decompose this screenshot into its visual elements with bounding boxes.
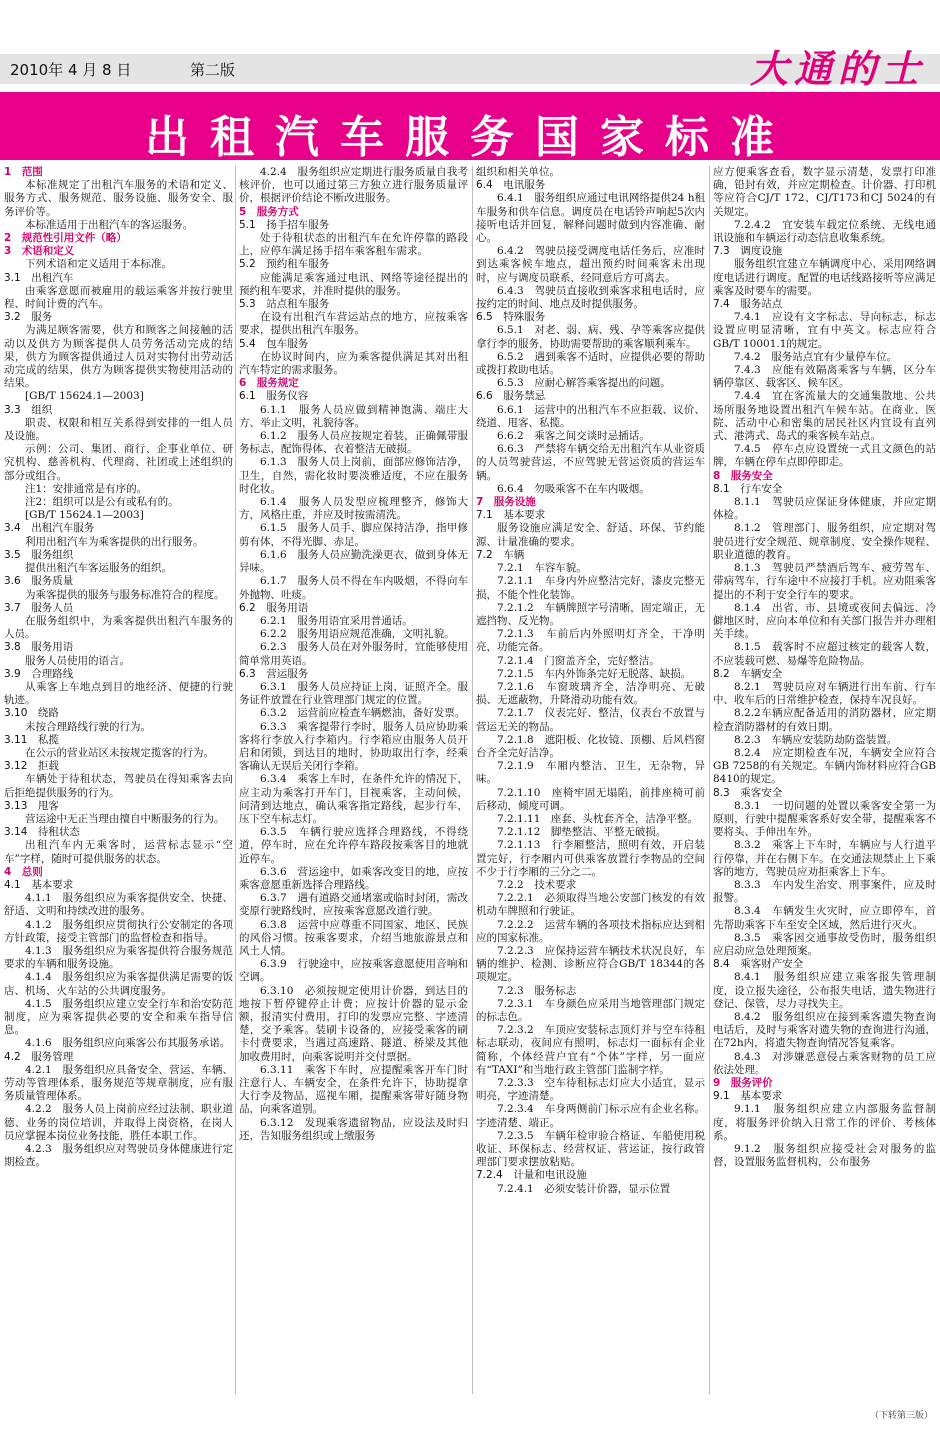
clause-heading: 4.2 服务管理 — [4, 1050, 74, 1063]
paragraph: 在公示的营业站区未按规定揽客的行为。 — [25, 746, 214, 759]
paragraph: 6.1.5 服务人员手、脚应保持洁净，指甲修剪有体，不得光脚、赤足。 — [239, 522, 468, 548]
paragraph: 6.4.3 驾驶员直接收到乘客求租电话时，应按约定的时间、地点及时提供服务。 — [476, 284, 705, 311]
paragraph: 8.2.4 应定期检查车况，车辆安全应符合GB 7258的有关规定。车辆内饰材料应符合GB 8410的规定。 — [713, 746, 936, 786]
paragraph: 处于待租状态的出租汽车在允许停靠的路段上，应停车满足扬手招车乘客租车需求。 — [239, 232, 468, 258]
paragraph: 7.2.1.9 车厢内整洁、卫生，无杂物，异味。 — [476, 760, 705, 786]
paragraph: 为乘客提供的服务与服务标准符合的程度。 — [25, 588, 225, 601]
paragraph: 4.1.3 服务组织应为乘客提供符合服务规范要求的车辆和服务设施。 — [4, 944, 233, 971]
column-divider — [472, 166, 473, 1394]
paragraph: 6.1.2 服务人员应按规定着装，正确佩带服务标志，配饰得体、衣着整洁无破损。 — [239, 430, 468, 456]
paragraph: 6.3.11 乘客下车时，应提醒乘客开车门时注意行人、车辆安全，在条件允许下，协助提拿大行李及物品，巡视车厢，提醒乘客带好随身物品，向乘客道别。 — [239, 1063, 468, 1116]
paragraph: 8.1.5 载客时不应超过核定的载客人数，不应装载可燃、易爆等危险物品。 — [713, 641, 936, 667]
paragraph: 8.3.2 乘客上下车时，车辆应与人行道平行停靠，并在右侧下车。在交通法规禁止上下乘客的地方，驾驶员应劝拒乘客上下车。 — [713, 839, 936, 878]
paragraph: 在服务组织中，为乘客提供出租汽车服务的人员。 — [4, 614, 233, 641]
paragraph: 提供出租汽车客运服务的组织。 — [25, 562, 172, 575]
clause-heading: 3.5 服务组织 — [4, 548, 74, 561]
paragraph: 7.2.3 服务标志 — [497, 984, 577, 997]
clause-heading: 6.6 服务禁忌 — [476, 390, 546, 403]
paragraph: 注1：安排通常是有序的。 — [25, 482, 148, 495]
paragraph: 6.3.1 服务人员应持证上岗，证照齐全。服务证件放置在行业管理部门规定的位置。 — [239, 680, 468, 707]
paragraph: 示例：公司、集团、商行、企事业单位、研究机构、慈善机构、代理商、社团或上述组织的部分或组合。 — [4, 443, 233, 482]
paragraph: 7.2.1 车容车貌。 — [497, 562, 587, 575]
paragraph: 在协议时间内，应为乘客提供满足其对出租汽车特定的需求服务。 — [239, 350, 468, 377]
clause-heading: 3.8 服务用语 — [4, 641, 74, 654]
paragraph: 下列术语和定义适用于本标准。 — [25, 258, 172, 271]
clause-heading: 5.2 预约租车服务 — [239, 258, 330, 271]
text-column-4 — [713, 166, 936, 1394]
paragraph: 6.3.9 行驶途中，应按乘客意愿使用音响和空调。 — [239, 958, 468, 984]
section-heading: 4 总则 — [4, 865, 43, 878]
paragraph: 营运途中无正当理由擅自中断服务的行为。 — [25, 812, 225, 825]
clause-heading: 5.3 站点租车服务 — [239, 298, 330, 311]
paragraph: 6.1.6 服务人员应勤洗澡更衣，做到身体无异味。 — [239, 548, 468, 575]
clause-heading: 8.3 乘客安全 — [713, 786, 783, 799]
paragraph: 4.2.1 服务组织应具备安全、营运、车辆、劳动等管理体系，服务规范等规章制度，应有服务质量管理体系。 — [4, 1063, 233, 1103]
clause-heading: 7.1 基本要求 — [476, 509, 546, 522]
paragraph: 7.4.3 应能有效隔离乘客与车辆，区分车辆停靠区、载客区、候车区。 — [713, 364, 936, 390]
paragraph: 注2：组织可以是公有或私有的。 — [25, 496, 179, 509]
paragraph: 7.4.2 服务站点宜有少量停车位。 — [734, 350, 898, 363]
paragraph: 7.2.3.2 车顶应安装标志顶灯并与空车待租标志联动，夜间应有照明，标志灯一面标有企业简称，个体经营户宜有“个体”字样，另一面应有“TAXI”和当地行政主管部门监制字样。 — [476, 1024, 705, 1076]
paragraph: 4.2.4 服务组织应定期进行服务质量自我考核评价，也可以通过第三方独立进行服务质量评价，根据评价结论不断改进服务。 — [239, 166, 468, 205]
paragraph: 6.2.2 服务用语应规范准确，文明礼貌。 — [260, 628, 455, 641]
paragraph: [GB/T 15624.1—2003] — [25, 390, 144, 403]
paragraph: 本标准规定了出租汽车服务的术语和定义、服务方式、服务规范、服务设施、服务安全、服务评价等。 — [4, 179, 233, 218]
paragraph: 职责、权限和相互关系得到安排的一组人员及设施。 — [4, 416, 233, 443]
paragraph: 7.2.1.5 车内外饰条完好无脱落、缺损。 — [497, 667, 692, 680]
paragraph: 4.1.1 服务组织应为乘客提供安全、快捷、舒适、文明和持续改进的服务。 — [4, 892, 233, 918]
paragraph: 6.3.10 必须按规定使用计价器，到达目的地按下暂停键停止计费；应按计价器的显示金额，报清实付费用，打印的发票应完整、字迹清楚，交予乘客。装刷卡设备的，应接受乘客的刷卡付费要求，当遇过高速路、隧道、桥梁及其他加收费用时，向乘客说明并交付票据。 — [239, 984, 468, 1063]
paragraph: 6.2.3 服务人员在对外服务时，宜能够使用简单常用英语。 — [239, 641, 468, 667]
clause-heading: 3.13 甩客 — [4, 799, 59, 812]
clause-heading: 7.2.4 计量和电讯设施 — [476, 1169, 587, 1182]
paragraph: 4.2.3 服务组织应对驾驶员身体健康进行定期检查。 — [4, 1143, 233, 1169]
paragraph: 应方便乘客查看，数字显示清楚，发票打印准确，铅封有效，并应定期检查。计价器、打印机等应符合CJ/T 172、CJ/T173和CJ 5024的有关规定。 — [713, 166, 936, 218]
paragraph: 6.3.12 发现乘客遗留物品，应设法及时归还，告知服务组织或上缴服务 — [239, 1116, 468, 1142]
paragraph: 8.3.4 车辆发生火灾时，应立即停车，首先帮助乘客下车至安全区域，然后进行灭火。 — [713, 905, 936, 931]
paragraph: 8.1.1 驾驶员应保证身体健康，并应定期体检。 — [713, 496, 936, 522]
column-divider — [709, 166, 710, 1394]
paragraph: 服务人员使用的语言。 — [25, 654, 130, 667]
paragraph: 7.2.3.5 车辆年检审验合格证、车船使用税收证、环保标志、经营权证、营运证，按行政管理部门要求摆放粘贴。 — [476, 1129, 705, 1169]
paragraph: 6.3.7 遇有道路交通堵塞或临时封闭，需改变原行驶路线时，应按乘客意愿改道行驶。 — [239, 892, 468, 918]
paragraph: 7.2.1.11 座套、头枕套齐全，洁净平整。 — [497, 812, 698, 825]
paragraph: 8.2.1 驾驶员应对车辆进行出车前、行车中、收车后的日常维护检查，保持车况良好。 — [713, 680, 936, 707]
paragraph: 7.2.3.4 车身两侧前门标示应有企业名称。字迹清楚、端正。 — [476, 1103, 705, 1129]
clause-heading: 3.10 绕路 — [4, 707, 59, 720]
clause-heading: 5.1 扬手招车服务 — [239, 218, 330, 231]
paragraph: 4.1.5 服务组织应建立安全行车和治安防范制度，应为乘客提供必要的安全和乘车指导信息。 — [4, 997, 233, 1037]
paragraph: 7.2.1.1 车身内外应整洁完好，漆皮完整无损，不能个性化装饰。 — [476, 575, 705, 601]
paragraph: 7.2.2 技术要求 — [497, 878, 577, 891]
section-heading: 6 服务规定 — [239, 377, 299, 390]
paragraph: 7.2.3.3 空车待租标志灯应大小适宜，显示明亮，字迹清楚。 — [476, 1077, 705, 1103]
clause-heading: 6.4 电讯服务 — [476, 179, 546, 192]
paragraph: 9.1.1 服务组织应建立内部服务监督制度，将服务评价纳入日常工作的评价、考核体系。 — [713, 1103, 936, 1142]
paragraph: 6.5.3 应耐心解答乘客提出的问题。 — [497, 377, 671, 390]
clause-heading: 3.14 待租状态 — [4, 826, 80, 839]
paragraph: 7.2.2.3 应保持运营车辆技术状况良好，车辆的维护、检测、诊断应符合GB/T 18344的各项规定。 — [476, 944, 705, 984]
paragraph: 6.6.2 乘客之间交谈时忌插话。 — [497, 430, 650, 443]
section-heading: 2 规范性引用文件（略） — [4, 232, 127, 245]
paragraph: 6.3.8 运营中应尊重不同国家、地区、民族的风俗习惯。按乘客要求，介绍当地旅游景点和风土人情。 — [239, 918, 468, 957]
paragraph: 7.2.1.7 仪表完好、整洁，仪表台不放置与营运无关的物品。 — [476, 707, 705, 733]
continued-note: （下转第三版） — [870, 1411, 934, 1421]
paragraph: 7.4.4 宜在客流量大的交通集散地、公共场所服务地设置出租汽车候车站。在商业、医院、活动中心和密集的居民社区内宜设有直列式、港湾式、岛式的乘客候车站点。 — [713, 390, 936, 443]
clause-heading: 3.9 合理路线 — [4, 667, 74, 680]
paragraph: 6.6.3 严禁将车辆交给无出租汽车从业资质的人员驾驶营运，不应驾驶无营运资质的营运车辆。 — [476, 443, 705, 482]
clause-heading: 3.12 拒载 — [4, 760, 59, 773]
paragraph: 为满足顾客需要，供方和顾客之间接触的活动以及供方为顾客提供人员劳务活动完成的结果，供方为顾客提供通过人员对实物付出劳动活动完成的结果，供方为顾客提供实物使用活动的结果。 — [4, 324, 233, 390]
paragraph: 7.2.2.1 必须取得当地公安部门核发的有效机动车牌照和行驶证。 — [476, 892, 705, 918]
edition-label: 第二版 — [190, 61, 236, 79]
paragraph: 7.2.3.1 车身颜色应采用当地管理部门规定的标志色。 — [476, 997, 705, 1023]
section-heading: 7 服务设施 — [476, 496, 536, 509]
paragraph: 7.2.1.4 门窗盖齐全，完好整洁。 — [497, 654, 660, 667]
clause-heading: 8.2 车辆安全 — [713, 667, 783, 680]
paragraph: 出租汽车内无乘客时，运营标志显示“空车”字样，随时可提供服务的状态。 — [4, 839, 233, 865]
clause-heading: 6.3 营运服务 — [239, 667, 309, 680]
paragraph: 7.2.1.13 行李厢整洁，照明有效，开启装置完好，行李厢内可供乘客放置行李物品的空间不少于行李厢的三分之二。 — [476, 839, 705, 878]
paragraph: 8.2.2车辆应配备适用的消防器材，应定期检查消防器材的有效日期。 — [713, 707, 936, 733]
paragraph: [GB/T 15624.1—2003] — [25, 509, 144, 522]
page-title: 出租汽车服务国家标准 — [145, 112, 795, 163]
paragraph: 7.4.5 停车点应设置统一式且文颜色的站牌，车辆在停车点即停即走。 — [713, 443, 936, 469]
clause-heading: 7.3 调度设施 — [713, 245, 783, 258]
paragraph: 4.1.2 服务组织应贯彻执行公安制定的各项方针政策，接受主管部门的监督检查和指导。 — [4, 918, 233, 944]
newspaper-logo: 大通的士 — [750, 46, 927, 91]
paragraph: 由乘客意愿而被雇用的载运乘客并按行驶里程、时间计费的汽车。 — [4, 284, 233, 311]
paragraph: 8.2.3 车辆应安装防劫防盗装置。 — [734, 733, 898, 746]
paragraph: 7.4.1 应设有文字标志、导向标志，标志设置应明显清晰，宜有中英文。标志应符合GB/T 10001.1的规定。 — [713, 311, 936, 350]
paragraph: 8.4.2 服务组织应在接到乘客遗失物查询电话后，及时与乘客对遗失物的查询进行沟通，在72h内，将遗失物查询情况答复乘客。 — [713, 1011, 936, 1050]
clause-heading: 3.1 出租汽车 — [4, 271, 74, 284]
text-column-1 — [4, 166, 233, 1394]
clause-heading: 8.1 行车安全 — [713, 482, 783, 495]
paragraph: 8.3.3 车内发生治安、刑事案件，应及时报警。 — [713, 878, 936, 905]
paragraph: 7.2.1.2 车辆牌照字号清晰，固定端正，无遮挡物、反光物。 — [476, 601, 705, 627]
paragraph: 8.4.1 服务组织应建立乘客报失管理制度，设立报失途径，公布报失电话，遗失物进行登记、保管，尽力寻找失主。 — [713, 971, 936, 1010]
paragraph: 6.4.2 驾驶员接受调度电话任务后，应准时到达乘客候车地点，超出预约时间乘客未出现时，应与调度员联系，经同意后方可离去。 — [476, 245, 705, 284]
clause-heading: 8.4 乘客财产安全 — [713, 958, 804, 971]
paragraph: 6.3.5 车辆行驶应选择合理路线，不得绕道，停车时，应在允许停车路段按乘客目的地就近停车。 — [239, 826, 468, 865]
clause-heading: 3.7 服务人员 — [4, 601, 74, 614]
clause-heading: 3.4 出租汽车服务 — [4, 522, 95, 535]
issue-date: 2010年 4 月 8 日 — [10, 61, 132, 79]
paragraph: 8.4.3 对涉嫌恶意侵占乘客财物的员工应依法处理。 — [713, 1050, 936, 1076]
paragraph: 7.2.2.2 运营车辆的各项技术指标应达到相应的国家标准。 — [476, 918, 705, 944]
text-column-2 — [239, 166, 468, 1394]
paragraph: 利用出租汽车为乘客提供的出行服务。 — [25, 535, 204, 548]
clause-heading: 5.4 包车服务 — [239, 337, 309, 350]
clause-heading: 6.5 特殊服务 — [476, 311, 546, 324]
paragraph: 6.2.1 服务用语宜采用普通话。 — [260, 614, 413, 627]
paragraph: 服务设施应满足安全、舒适、环保、节约能源、计量准确的要求。 — [476, 522, 705, 548]
section-heading: 3 术语和定义 — [4, 245, 75, 258]
paragraph: 7.2.1.6 车窗玻璃齐全，洁净明亮、无破损、无遮蔽物，升降滑动功能有效。 — [476, 680, 705, 707]
paragraph: 7.2.1.3 车前后内外照明灯齐全，干净明亮，功能完备。 — [476, 628, 705, 654]
paragraph: 6.5.1 对老、弱、病、残、孕等乘客应提供拿行李的服务，协助需要帮助的乘客顺利乘车。 — [476, 324, 705, 350]
paragraph: 6.4.1 服务组织应通过电讯网络提供24 h租车服务和供车信息。调度员在电话铃声响起5次内接听电话并回复，解释问题时做到内容准确、耐心。 — [476, 192, 705, 245]
paragraph: 6.6.4 勿吸乘客不在车内吸烟。 — [497, 482, 650, 495]
clause-heading: 4.1 基本要求 — [4, 878, 74, 891]
clause-heading: 7.4 服务站点 — [713, 298, 783, 311]
paragraph: 从乘客上车地点到目的地经济、便捷的行驶轨迹。 — [4, 680, 233, 707]
paragraph: 8.1.4 出省、市、县境或夜间去偏远、冷僻地区时，应向本单位和有关部门报告并办理相关手续。 — [713, 601, 936, 641]
clause-heading: 3.11 私揽 — [4, 733, 59, 746]
paragraph: 8.1.2 管理部门、服务组织，应定期对驾驶员进行安全规范、规章制度、安全操作规程、职业道德的教育。 — [713, 522, 936, 561]
paragraph: 6.5.2 遇到乘客不适时，应提供必要的帮助或拨打救助电话。 — [476, 350, 705, 377]
paragraph: 6.3.3 乘客提带行李时，服务人员应协助乘客将行李放入行李箱内。行李箱应由服务人员开启和闭锁，到达目的地时，协助取出行李，经乘客确认无误后关闭行李箱。 — [239, 720, 468, 773]
text-column-3 — [476, 166, 705, 1394]
paragraph: 本标准适用于出租汽车的客运服务。 — [25, 218, 193, 231]
paragraph: 6.3.4 乘客上车时，在条件允许的情况下，应主动为乘客打开车门，目视乘客，主动问候，问清到达地点，确认乘客指定路线，起步行车，压下空车标志灯。 — [239, 773, 468, 825]
paragraph: 未按合理路线行驶的行为。 — [25, 720, 151, 733]
clause-heading: 6.1 服务仪容 — [239, 390, 309, 403]
paragraph: 8.3.5 乘客因交通事故受伤时，服务组织应启动应急处理预案。 — [713, 931, 936, 957]
paragraph: 6.6.1 运营中的出租汽车不应拒载、议价、绕道、甩客、私揽。 — [476, 403, 705, 429]
paragraph: 组织和相关单位。 — [476, 166, 560, 178]
paragraph: 7.2.1.10 座椅牢固无塌陷，前排座椅可前后移动，倾度可调。 — [476, 786, 705, 812]
paragraph: 应能满足乘客通过电讯、网络等途径提出的预约租车要求，并准时提供的服务。 — [239, 271, 468, 297]
paragraph: 8.1.3 驾驶员严禁酒后驾车、疲劳驾车、带病驾车，行车途中不应接打手机。应劝阻乘客提出的不利于安全行车的要求。 — [713, 562, 936, 601]
paragraph: 6.1.1 服务人员应做到精神饱满、端庄大方、举止文明，礼貌待客。 — [239, 403, 468, 429]
clause-heading: 9.1 基本要求 — [713, 1090, 783, 1103]
paragraph: 6.1.4 服务人员发型应梳理整齐，修饰大方，风格庄重，并应及时按需清洗。 — [239, 496, 468, 522]
section-heading: 9 服务评价 — [713, 1077, 773, 1090]
clause-heading: 3.2 服务 — [4, 311, 53, 324]
clause-heading: 3.6 服务质量 — [4, 575, 74, 588]
section-heading: 5 服务方式 — [239, 205, 299, 218]
paragraph: 6.1.3 服务人员上岗前，面部应修饰洁净，卫生，自然，需化妆时要淡雅适度，不应在服务时化妆。 — [239, 456, 468, 495]
clause-heading: 6.2 服务用语 — [239, 601, 309, 614]
paragraph: 4.1.4 服务组织应为乘客提供满足需要的饭店、机场、火车站的公共调度服务。 — [4, 971, 233, 997]
paragraph: 7.2.4.2 宜安装车载定位系统、无线电通讯设施和车辆运行动态信息收集系统。 — [713, 218, 936, 245]
paragraph: 7.2.4.1 必须安装计价器，显示位置 — [497, 1182, 671, 1195]
column-divider — [235, 166, 236, 1394]
section-heading: 1 范围 — [4, 166, 43, 178]
clause-heading: 7.2 车辆 — [476, 548, 525, 561]
paragraph: 服务组织宜建立车辆调度中心、采用网络调度电话进行调度。配置的电话线路接听等应满足乘客及时要车的需要。 — [713, 258, 936, 297]
paragraph: 在设有出租汽车营运站点的地方，应按乘客要求，提供出租汽车服务。 — [239, 311, 468, 337]
paragraph: 车辆处于待租状态，驾驶员在得知乘客去向后拒绝提供服务的行为。 — [4, 773, 233, 799]
paragraph: 7.2.1.8 遮阳板、化妆镜、顶棚、后风档窗台齐全完好洁净。 — [476, 733, 705, 759]
section-heading: 8 服务安全 — [713, 469, 773, 482]
paragraph: 4.1.6 服务组织应向乘客公布其服务承诺。 — [25, 1037, 231, 1050]
clause-heading: 3.3 组织 — [4, 403, 53, 416]
paragraph: 7.2.1.12 脚垫整洁、平整无破损。 — [497, 826, 667, 839]
paragraph: 8.3.1 一切问题的处置以乘客安全第一为原则，行驶中提醒乘客系好安全带，提醒乘客不要将头、手伸出车外。 — [713, 799, 936, 839]
paragraph: 6.1.7 服务人员不得在车内吸烟，不得向车外抛物、吐痰。 — [239, 575, 468, 601]
paragraph: 4.2.2 服务人员上岗前应经过法制、职业道德、业务的岗位培训，并取得上岗资格，在岗人员应掌握本岗位业务技能，胜任本职工作。 — [4, 1103, 233, 1142]
paragraph: 6.3.6 营运途中，如乘客改变目的地，应按乘客意愿重新选择合理路线。 — [239, 865, 468, 891]
paragraph: 6.3.2 运营前应检查车辆燃油，备好发票。 — [260, 707, 466, 720]
paragraph: 9.1.2 服务组织应接受社会对服务的监督，设置服务监督机构，公布服务 — [713, 1143, 936, 1169]
